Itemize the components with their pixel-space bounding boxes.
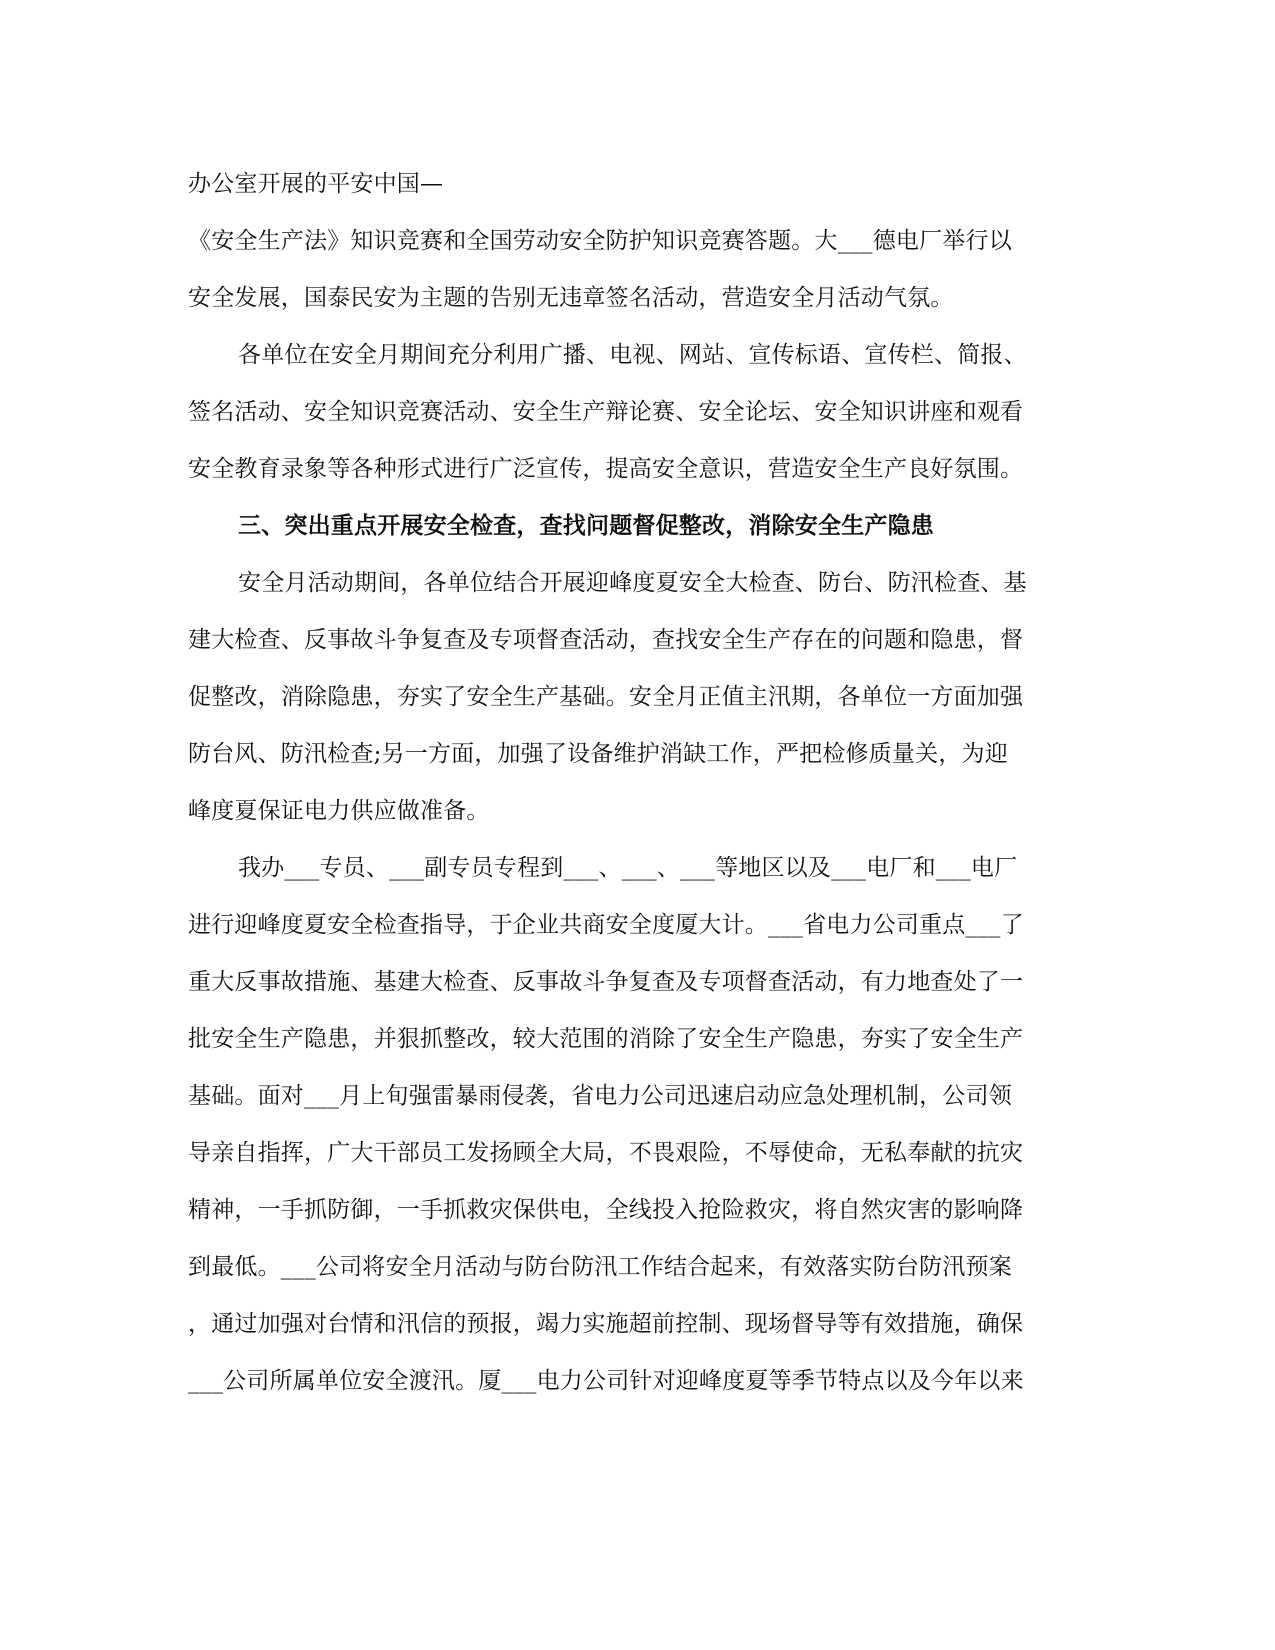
text-line: 重大反事故措施、基建大检查、反事故斗争复查及专项督查活动，有力地查处了一 [188, 969, 1024, 995]
text-line: 办公室开展的平安中国— [188, 171, 444, 197]
text-line: ___公司所属单位安全渡汛。厦___电力公司针对迎峰度夏等季节特点以及今年以来 [188, 1368, 1024, 1394]
text-line: 导亲自指挥，广大干部员工发扬顾全大局，不畏艰险，不辱使命，无私奉献的抗灾 [188, 1140, 1024, 1166]
text-line: 建大检查、反事故斗争复查及专项督查活动，查找安全生产存在的问题和隐患，督 [188, 627, 1024, 653]
text-line: 精神，一手抓防御，一手抓救灾保供电，全线投入抢险救灾，将自然灾害的影响降 [188, 1197, 1024, 1223]
section-heading: 三、突出重点开展安全检查，查找问题督促整改，消除安全生产隐患 [238, 512, 934, 539]
text-line: 防台风、防汛检查;另一方面，加强了设备维护消缺工作，严把检修质量关，为迎 [188, 741, 1008, 767]
text-line: ，通过加强对台情和汛信的预报，竭力实施超前控制、现场督导等有效措施，确保 [188, 1311, 1024, 1337]
paragraph-start-line: 我办___专员、___副专员专程到___、___、___等地区以及___电厂和___电厂 [238, 855, 1018, 881]
paragraph-start-line: 各单位在安全月期间充分利用广播、电视、网站、宣传标语、宣传栏、简报、 [238, 342, 1027, 368]
text-line: 安全教育录象等各种形式进行广泛宣传，提高安全意识，营造安全生产良好氛围。 [188, 456, 1024, 482]
text-line: 峰度夏保证电力供应做准备。 [188, 798, 490, 824]
paragraph-start-line: 安全月活动期间，各单位结合开展迎峰度夏安全大检查、防台、防汛检查、基 [238, 570, 1027, 596]
text-line: 基础。面对___月上旬强雷暴雨侵袭，省电力公司迅速启动应急处理机制，公司领 [188, 1083, 1012, 1109]
text-line: 到最低。___公司将安全月活动与防台防汛工作结合起来，有效落实防台防汛预案 [188, 1254, 1012, 1280]
text-line: 促整改，消除隐患，夯实了安全生产基础。安全月正值主汛期，各单位一方面加强 [188, 684, 1024, 710]
text-line: 签名活动、安全知识竞赛活动、安全生产辩论赛、安全论坛、安全知识讲座和观看 [188, 399, 1024, 425]
text-line: 批安全生产隐患，并狠抓整改，较大范围的消除了安全生产隐患，夯实了安全生产 [188, 1026, 1024, 1052]
text-line: 《安全生产法》知识竞赛和全国劳动安全防护知识竞赛答题。大___德电厂举行以 [188, 228, 1012, 254]
text-line: 安全发展，国泰民安为主题的告别无违章签名活动，营造安全月活动气氛。 [188, 285, 954, 311]
text-line: 进行迎峰度夏安全检查指导，于企业共商安全度厦大计。___省电力公司重点___了 [188, 912, 1024, 938]
